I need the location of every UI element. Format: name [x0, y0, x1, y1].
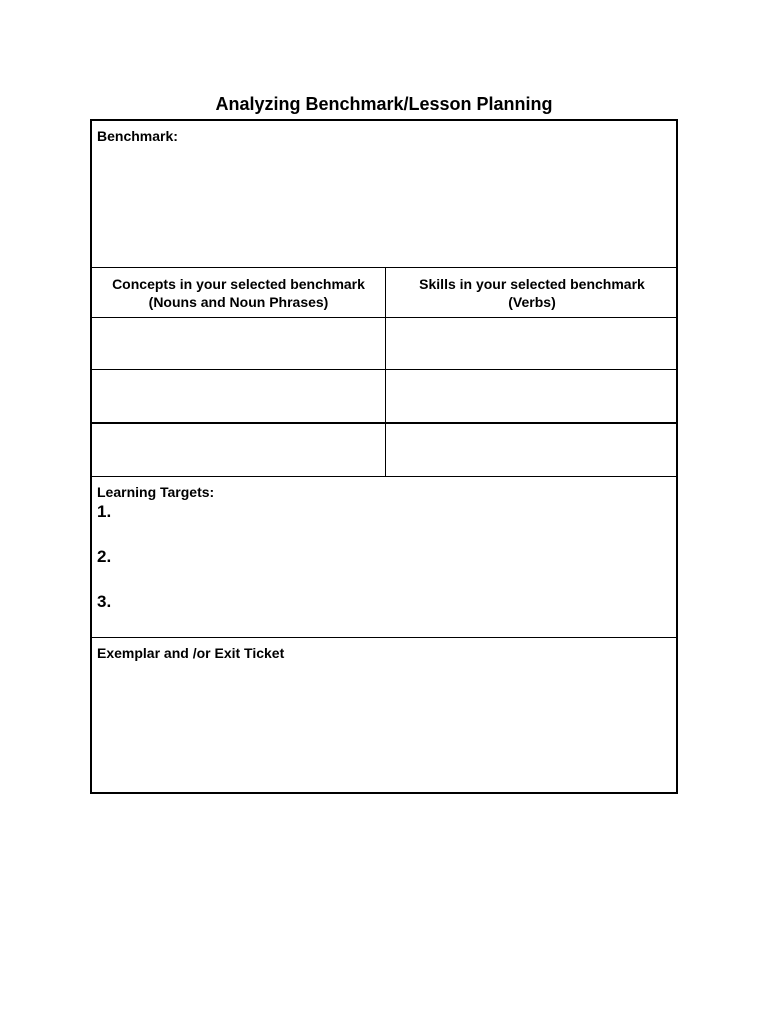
learning-targets-label: Learning Targets:	[97, 484, 215, 500]
skill-cell-3[interactable]	[386, 424, 678, 476]
skills-header-line2: (Verbs)	[508, 294, 556, 310]
concepts-column-header	[92, 275, 385, 311]
learning-target-3: 3.	[97, 592, 112, 611]
concepts-header-line1: Concepts in your selected benchmark	[112, 276, 365, 292]
learning-target-1: 1.	[97, 502, 112, 521]
benchmark-section	[92, 121, 676, 268]
divider	[92, 267, 676, 268]
exemplar-label: Exemplar and /or Exit Ticket	[97, 645, 285, 661]
concept-cell-2[interactable]	[92, 370, 385, 422]
page-title: Analyzing Benchmark/Lesson Planning	[215, 94, 553, 114]
planning-form-table	[90, 119, 678, 794]
skill-cell-1[interactable]	[386, 318, 678, 369]
skill-cell-2[interactable]	[386, 370, 678, 422]
learning-target-2: 2.	[97, 547, 112, 566]
concept-cell-3[interactable]	[92, 424, 385, 476]
concept-cell-1[interactable]	[92, 318, 385, 369]
benchmark-label: Benchmark:	[97, 128, 178, 144]
learning-targets-section	[92, 477, 676, 637]
skills-header-line1: Skills in your selected benchmark	[419, 276, 645, 292]
skills-column-header	[386, 275, 678, 311]
column-divider	[385, 267, 386, 476]
concepts-header-line2: (Nouns and Noun Phrases)	[148, 294, 329, 310]
exemplar-section	[92, 638, 676, 792]
